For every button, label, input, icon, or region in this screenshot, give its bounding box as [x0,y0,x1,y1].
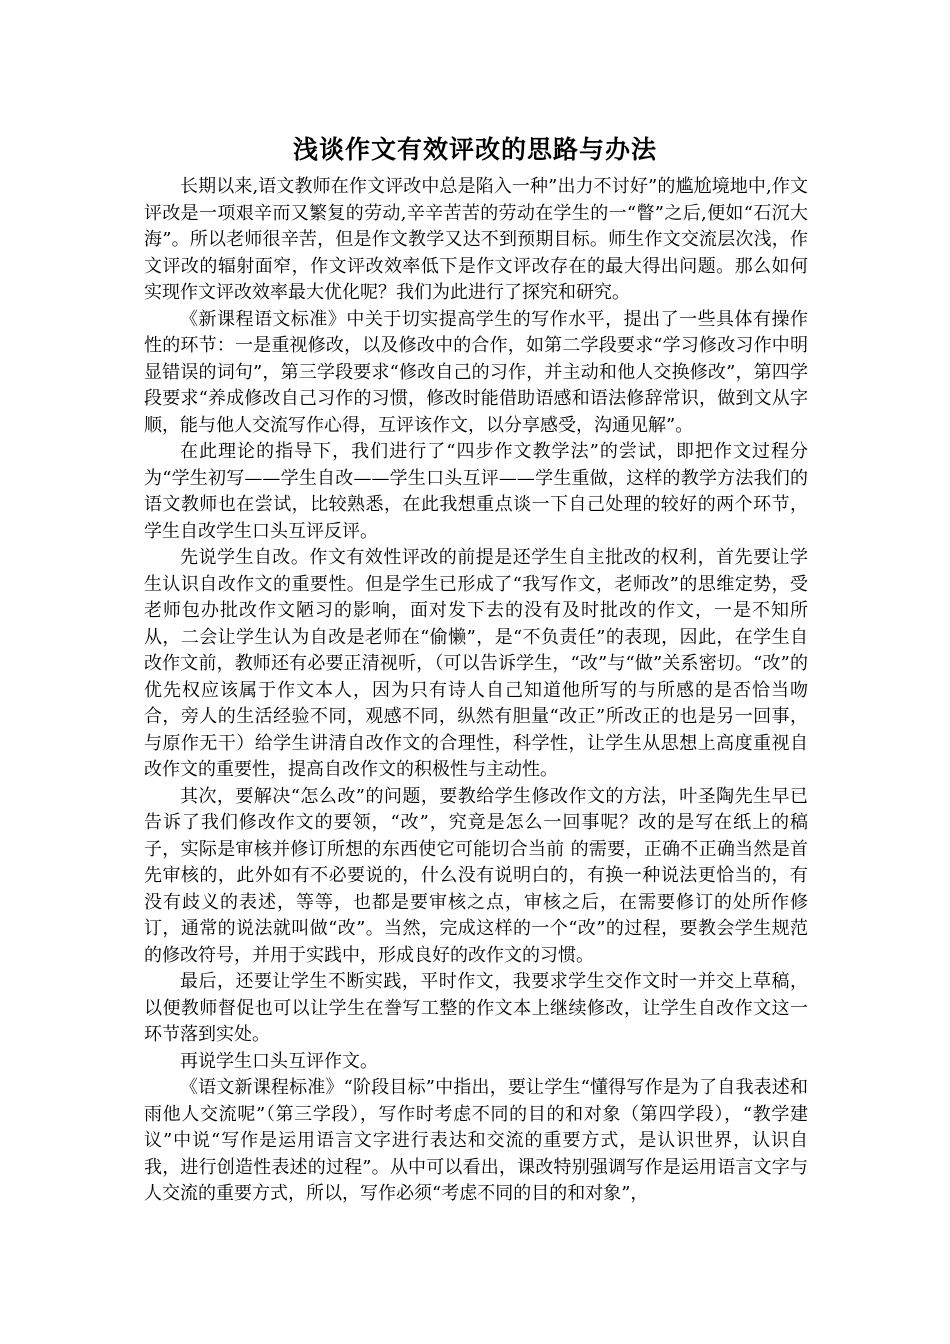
paragraph-6: 最后，还要让学生不断实践，平时作文，我要求学生交作文时一并交上草稿，以便教师督促也可以让学生在誊写工整的作文本上继续修改，让学生自改作文这一环节落到实处。 [144,971,808,1045]
document-body [144,174,808,1208]
document-title: 浅谈作文有效评改的思路与办法 [292,135,657,164]
paragraph-5: 其次，要解决“怎么改”的问题，要教给学生修改作文的方法，叶圣陶先生早已告诉了我们修改作文的要领，“改”，究竟是怎么一回事呢？改的是写在纸上的稿子，实际是审核并修订所想的东西使它可能切合当前 的需要，正确不正确当然是首先审核的，此外如有不必要说的，什么没有说明白的，有换一种说法更恰当的，有没有歧义的表述，等等，也都是要审核之点，审核之后，在需要修订的处所作修订，通常的说法就叫做“改”。当然，完成这样的一个“改”的过程，要教会学生规范的修改符号，并用于实践中，形成良好的改作文的习惯。 [144,785,808,966]
paragraph-8: 《语文新课程标准》“阶段目标”中指出，要让学生“懂得写作是为了自我表述和雨他人交流呢”（第三学段），写作时考虑不同的目的和对象（第四学段），“教学建议”中说“写作是运用语言文字进行表达和交流的重要方式，是认识世界，认识自我，进行创造性表述的过程”。从中可以看出，课改特别强调写作是运用语言文字与人交流的重要方式，所以，写作必须“考虑不同的目的和对象”， [144,1077,808,1204]
paragraph-1: 长期以来,语文教师在作文评改中总是陷入一种”出力不讨好”的尴尬境地中,作文评改是一项艰辛而又繁复的劳动,辛辛苦苦的劳动在学生的一“瞥”之后,便如“石沉大海”。所以老师很辛苦，但是作文教学又达不到预期目标。师生作文交流层次浅，作文评改的辐射面窄，作文评改效率低下是作文评改存在的最大得出问题。那么如何实现作文评改效率最大优化呢？我们为此进行了探究和研究。 [144,176,808,303]
paragraph-2: 《新课程语文标准》中关于切实提高学生的写作水平，提出了一些具体有操作性的环节：一是重视修改，以及修改中的合作，如第二学段要求“学习修改习作中明显错误的词句”，第三学段要求“修改自己的习作，并主动和他人交换修改”，第四学段要求“养成修改自己习作的习惯，修改时能借助语感和语法修辞常识，做到文从字顺，能与他人交流写作心得，互评该作文，以分享感受，沟通见解”。 [144,308,808,436]
paragraph-4: 先说学生自改。作文有效性评改的前提是还学生自主批改的权利，首先要让学生认识自改作文的重要性。但是学生已形成了“我写作文，老师改”的思维定势，受老师包办批改作文陋习的影响，面对发下去的没有及时批改的作文，一是不知所从，二会让学生认为自改是老师在“偷懒”，是“不负责任”的表现，因此，在学生自改作文前，教师还有必要正清视听，（可以告诉学生，“改”与“做”关系密切。“改”的优先权应该属于作文本人，因为只有诗人自己知道他所写的与所感的是否恰当吻合，旁人的生活经验不同，观感不同，纵然有胆量“改正”所改正的也是另一回事，与原作无干）给学生讲清自改作文的合理性，科学性，让学生从思想上高度重视自改作文的重要性，提高自改作文的积极性与主动性。 [144,547,808,780]
paragraph-3: 在此理论的指导下，我们进行了“四步作文教学法”的尝试，即把作文过程分为“学生初写——学生自改——学生口头互评——学生重做，这样的教学方法我们的语文教师也在尝试，比较熟悉，在此我想重点谈一下自己处理的较好的两个环节，学生自改学生口头互评反评。 [144,441,808,542]
paragraph-7: 再说学生口头互评作文。 [180,1050,378,1072]
